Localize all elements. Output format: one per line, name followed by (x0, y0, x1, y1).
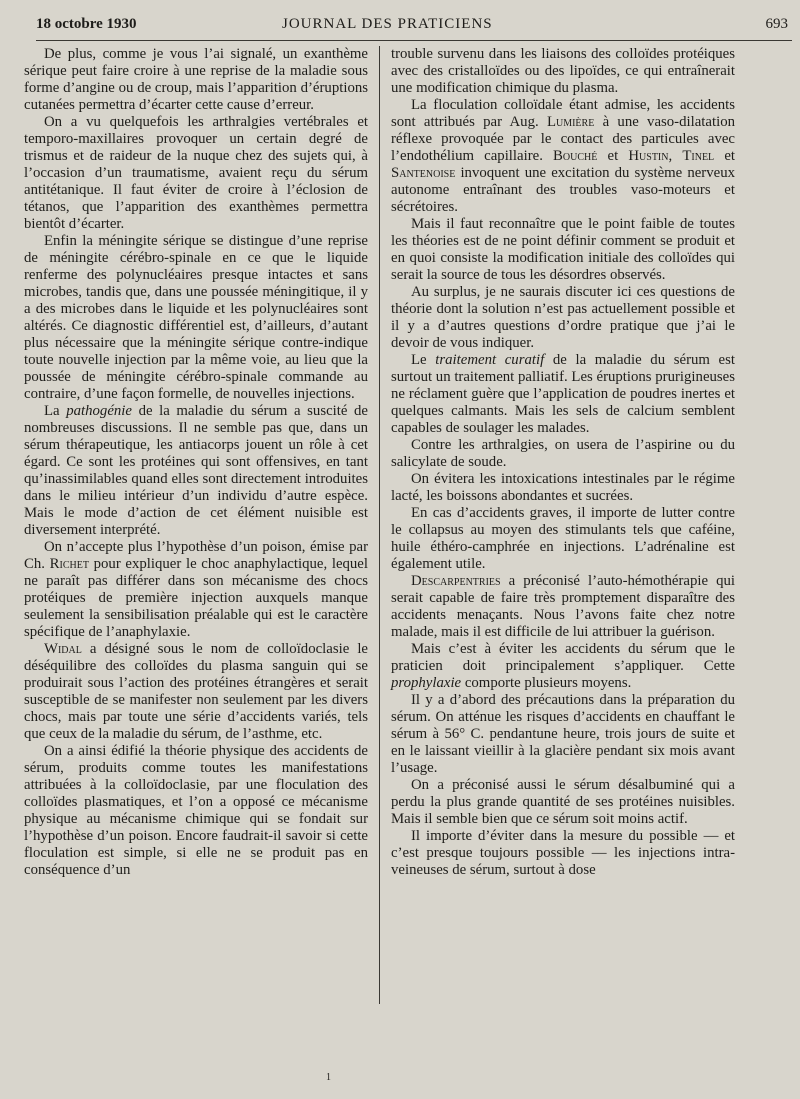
journal-title: JOURNAL DES PRATICIENS (282, 16, 493, 32)
column-divider (379, 46, 380, 1004)
left-column (24, 46, 368, 879)
paragraph: Mais il faut reconnaître que le point faible de toutes les théories est de ne point définir comment se produit et en quoi consiste la modification initiale des colloïdes qui serait la source de tous les désordres observés. (391, 216, 735, 283)
header-rule (36, 40, 792, 41)
author-name: Tinel (682, 148, 715, 164)
paragraph: Widal a désigné sous le nom de colloïdoclasie le déséquilibre des colloïdes du plasma sanguin qui se produirait sous l’action des protéines étrangères et serait susceptible de se manifester non seulement par les divers chocs, mais par toute une série d’accidents variés, tels que ceux de la maladie du sérum, de l’asthme, etc. (24, 641, 368, 742)
paragraph: trouble survenu dans les liaisons des colloïdes protéiques avec des cristalloïdes ou des lipoïdes, ce qui entraînerait une modification chimique du plasma. (391, 46, 735, 96)
paragraph: Il importe d’éviter dans la mesure du possible — et c’est presque toujours possible — les injections intra-veineuses de sérum, surtout à dose (391, 828, 735, 878)
paragraph: Descarpentries a préconisé l’auto-hémothérapie qui serait capable de faire très promptement disparaître des accidents menaçants. Nous l’avons faite chez notre malade, mais il est difficile de lui attribuer la guérison. (391, 573, 735, 640)
paragraph: On a vu quelquefois les arthralgies vertébrales et temporo-maxillaires provoquer un certain degré de trismus et de raideur de la nuque chez des sujets qui, à l’occasion d’un traumatisme, avaient reçu du sérum antitétanique. Il faut éviter de croire à l’éclosion de tétanos, que l’apparition des exanthèmes permettra bientôt d’écarter. (24, 114, 368, 232)
paragraph: On évitera les intoxications intestinales par le régime lacté, les boissons abondantes et sucrées. (391, 471, 735, 504)
paragraph: Contre les arthralgies, on usera de l’aspirine ou du salicylate de soude. (391, 437, 735, 470)
paragraph: Le traitement curatif de la maladie du sérum est surtout un traitement palliatif. Les éruptions prurigineuses ne réclament guère que l’application de poudres inertes et quelques calmants. Mais les sels de calcium semblent capables de soulager les malades. (391, 352, 735, 436)
paragraph: On n’accepte plus l’hypothèse d’un poison, émise par Ch. Richet pour expliquer le choc anaphylactique, lequel ne paraît pas différer dans son mécanisme des chocs protéiques de première injection auxquels manque seulement la sensibilisation préalable qui est le caractère spécifique de l’anaphylaxie. (24, 539, 368, 640)
author-name: Bouché (553, 148, 598, 164)
author-name: Lumière (546, 114, 595, 130)
italic-term: traitement curatif (435, 352, 545, 368)
italic-term: prophylaxie (391, 675, 462, 691)
paragraph: De plus, comme je vous l’ai signalé, un exanthème sérique peut faire croire à une reprise de la maladie sous forme d’angine ou de croup, mais l’apparition d’éruptions cutanées permettra d’écarter cette cause d’erreur. (24, 46, 368, 113)
author-name: Santenoise (391, 165, 456, 181)
running-header (36, 14, 796, 38)
paragraph: Mais c’est à éviter les accidents du sérum que le praticien doit principalement s’appliquer. Cette prophylaxie comporte plusieurs moyens. (391, 641, 735, 691)
paragraph: Il y a d’abord des précautions dans la préparation du sérum. On atténue les risques d’accidents en chauffant le sérum à 56° C. pendantune heure, trois jours de suite et en le laissant vieillir à la glacière pendant six mois avant l’usage. (391, 692, 735, 776)
paragraph: Enfin la méningite sérique se distingue d’une reprise de méningite cérébro-spinale en ce que le liquide renferme des polynucléaires presque intactes et sans microbes, tandis que, dans une poussée méningitique, il y a des microbes dans le liquide et les polynucléaires sont altérés. Ce diagnostic différentiel est, d’ailleurs, d’autant plus nécessaire que la méningite sérique contre-indique toute nouvelle injection par la même voie, au lieu que la poussée de méningite cérébro-spinale commande au contraire, d’une façon formelle, de nouvelles injections. (24, 233, 368, 402)
paragraph: On a ainsi édifié la théorie physique des accidents de sérum, produits comme toutes les manifestations attribuées à la colloïdoclasie, par une floculation des colloïdes plasmatiques, et l’on a opposé ce mécanisme physique au mécanisme chimique qui se fondait sur l’hypothèse d’un poison. Encore faudrait-il savoir si cette floculation est simple, si elle ne se produit pas en conséquence d’un (24, 743, 368, 878)
right-column (391, 46, 735, 879)
author-name: Hustin (628, 148, 669, 164)
paragraph: Au surplus, je ne saurais discuter ici ces questions de théorie dont la solution n’est pas actuellement possible et il y a d’autres questions d’ordre pratique que j’ai le devoir de vous indiquer. (391, 284, 735, 351)
author-name: Widal (44, 641, 82, 657)
issue-date: 18 octobre 1930 (36, 16, 137, 32)
paragraph: La pathogénie de la maladie du sérum a suscité de nombreuses discussions. Il ne semble pas que, dans un sérum thérapeutique, les antiacorps jouent un rôle à cet égard. Ce sont les protéines qui sont offensives, en tant qu’inassimilables quand elles sont directement introduites dans le milieu intérieur d’un individu d’autre espèce. Mais le mode d’action de cet élément nuisible est diversement interprété. (24, 403, 368, 538)
paragraph: En cas d’accidents graves, il importe de lutter contre le collapsus au moyen des stimulants tels que caféine, huile éthéro-camphrée en injections. L’adrénaline est également utile. (391, 505, 735, 572)
italic-term: pathogénie (66, 403, 132, 419)
footer-mark: 1 (326, 1072, 331, 1083)
page-number: 693 (765, 16, 788, 32)
paragraph: On a préconisé aussi le sérum désalbuminé qui a perdu la plus grande quantité de ses protéines nuisibles. Mais il semble bien que ce sérum soit moins actif. (391, 777, 735, 827)
author-name: Richet (49, 556, 89, 572)
paragraph: La floculation colloïdale étant admise, les accidents sont attribués par Aug. Lumière à une vaso-dilatation réflexe provoquée par le contact des particules avec l’endothélium capillaire. Bouché et Hustin, Tinel et Santenoise invoquent une excitation du système nerveux autonome entraînant des troubles vaso-moteurs et sécrétoires. (391, 97, 735, 215)
author-name: Descarpentries (411, 573, 501, 589)
